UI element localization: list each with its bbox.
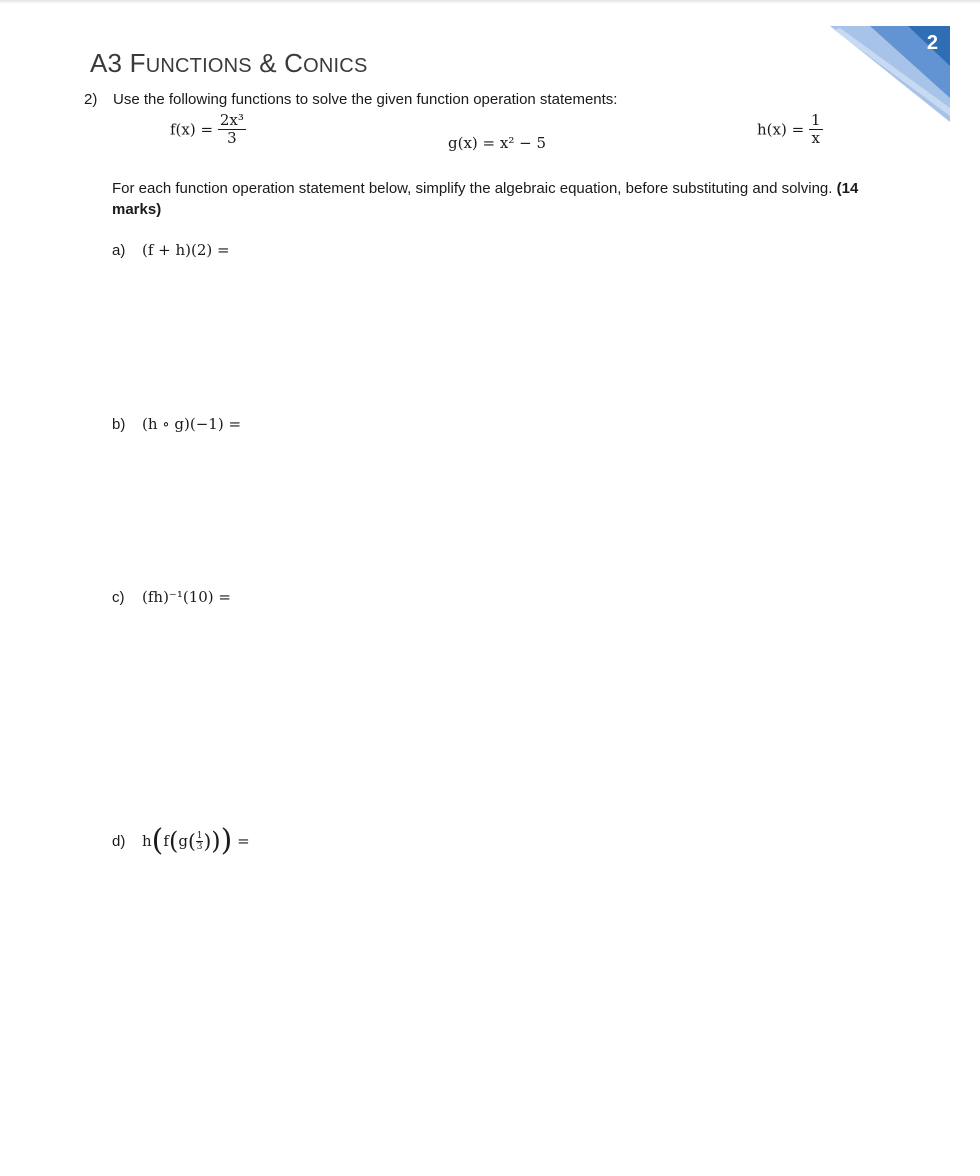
h-fraction: $\frac{1}{x}$ (810, 111, 821, 147)
part-c: c) (fh)⁻¹(10) = (112, 588, 231, 606)
part-a-expression: (f + h)(2) = (142, 241, 230, 259)
part-d: d) h(f(g( $\frac{1}{3}$ ))) = (112, 823, 250, 858)
question-prompt-text: Use the following functions to solve the given function operation statements: (113, 91, 618, 108)
function-f: f(x) = $\frac{\text{2x³}}{3}$ (170, 111, 244, 147)
part-d-expression: h(f(g( $\frac{1}{3}$ ))) = (142, 823, 250, 858)
instruction: For each function operation statement below, simplify the algebraic equation, before substituting and solving. (14 marks) (112, 180, 859, 218)
part-c-expression: (fh)⁻¹(10) = (142, 588, 231, 606)
f-fraction: $\frac{\text{2x³}}{3}$ (219, 111, 244, 147)
question-number: 2) (84, 91, 98, 108)
marks: (14 marks) (112, 180, 859, 218)
part-d-fraction: $\frac{1}{3}$ (196, 830, 203, 852)
function-h: h(x) = $\frac{1}{x}$ (757, 111, 821, 147)
page-title: A3 FUNCTIONS & CONICS (90, 48, 368, 78)
page-top-shadow (0, 0, 980, 4)
question-prompt (84, 91, 617, 108)
function-g: g(x) = x² − 5 (448, 134, 546, 152)
part-b: b) (h ∘ g)(−1) = (112, 415, 242, 433)
page-number: 2 (926, 32, 938, 54)
part-b-expression: (h ∘ g)(−1) = (142, 415, 242, 433)
part-a: a) (f + h)(2) = (112, 241, 230, 259)
